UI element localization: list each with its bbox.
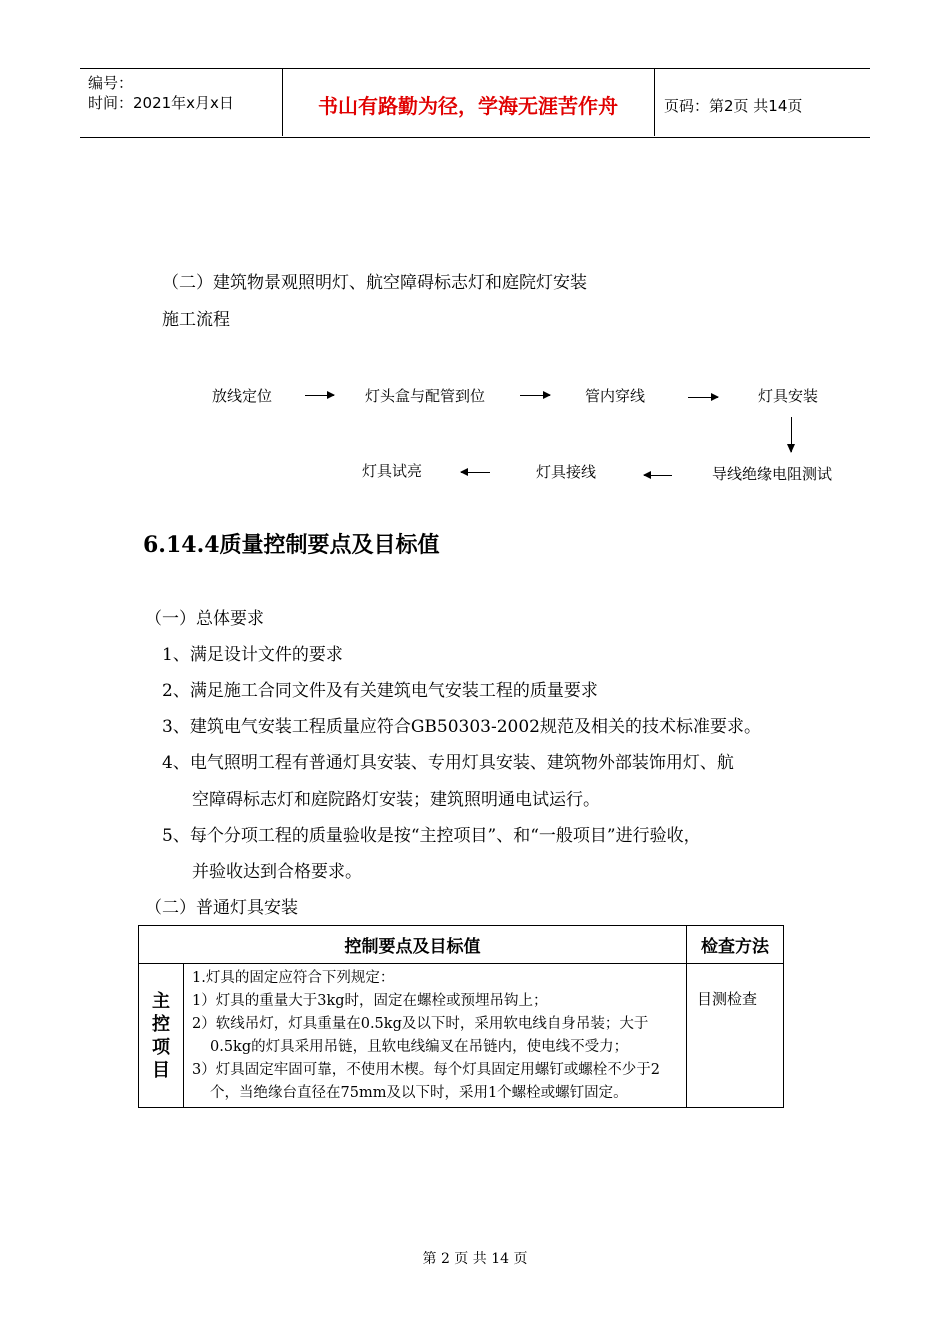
flow-step: 灯头盒与配管到位: [365, 387, 486, 405]
general-item: 4、电气照明工程有普通灯具安装、专用灯具安装、建筑物外部装饰用灯、航: [162, 753, 734, 773]
header-motto: 书山有路勤为径，学海无涯苦作舟: [318, 94, 618, 118]
general-item: 3、建筑电气安装工程质量应符合GB50303-2002规范及相关的技术标准要求。: [162, 717, 761, 737]
section-ii-title: （二）建筑物景观照明灯、航空障碍标志灯和庭院灯安装: [162, 273, 587, 293]
table-row: [139, 964, 784, 1108]
general-item-continuation: 并验收达到合格要求。: [192, 862, 362, 882]
category-char: 主: [152, 990, 170, 1012]
content-cell: [184, 964, 687, 1108]
method-cell: 目测检查: [687, 964, 784, 1108]
flow-step: 灯具试亮: [362, 462, 423, 480]
flow-arrow-left: [644, 475, 672, 476]
general-title: （一）总体要求: [145, 609, 264, 629]
flow-arrow-right: [520, 395, 550, 396]
content-line: 1.灯具的固定应符合下列规定：: [192, 970, 395, 986]
category-cell: [139, 964, 184, 1108]
category-char: 目: [152, 1059, 170, 1081]
flow-arrow-left: [461, 472, 490, 473]
header-control: 控制要点及目标值: [139, 926, 687, 964]
content-line: 2）软线吊灯，灯具重量在0.5kg及以下时，采用软电线自身吊装；大于0.5kg的灯具采用吊链，且软电线编叉在吊链内，使电线不受力；: [192, 1016, 649, 1055]
header-divider: [654, 68, 655, 136]
general-item: 1、满足设计文件的要求: [162, 645, 343, 665]
flow-step: 导线绝缘电阻测试: [712, 465, 833, 483]
content-line: 3）灯具固定牢固可靠，不使用木楔。每个灯具固定用螺钉或螺栓不少于2个，当绝缘台直径在75mm及以下时，采用1个螺栓或螺钉固定。: [192, 1062, 660, 1101]
flow-step: 灯具接线: [536, 463, 597, 481]
category-char: 项: [152, 1036, 170, 1058]
general-item: 5、每个分项工程的质量验收是按“主控项目”、和“一般项目”进行验收，: [162, 826, 701, 846]
ordinary-title: （二）普通灯具安装: [145, 898, 298, 918]
page-footer: 第 2 页 共 14 页: [422, 1251, 528, 1267]
general-item-continuation: 空障碍标志灯和庭院路灯安装；建筑照明通电试运行。: [192, 790, 600, 810]
content-line: 1）灯具的重量大于3kg时，固定在螺栓或预埋吊钩上；: [192, 993, 548, 1009]
flow-arrow-right: [305, 395, 334, 396]
header-time-label: 时间：2021年x月x日: [88, 94, 234, 112]
header-method: 检查方法: [687, 926, 784, 964]
flow-step: 放线定位: [212, 387, 273, 405]
section-heading: 6.14.4质量控制要点及目标值: [143, 532, 440, 558]
header-serial-label: 编号：: [88, 74, 134, 92]
flow-arrow-right: [688, 397, 718, 398]
flow-step: 灯具安装: [758, 387, 819, 405]
general-item: 2、满足施工合同文件及有关建筑电气安装工程的质量要求: [162, 681, 598, 701]
flow-arrow-down: [791, 417, 792, 452]
table-header-row: [139, 926, 784, 964]
category-char: 控: [152, 1013, 170, 1035]
flow-step: 管内穿线: [585, 387, 646, 405]
flow-title: 施工流程: [162, 310, 230, 330]
quality-table: [138, 925, 784, 1108]
header-page-label: 页码：第2页 共14页: [664, 97, 803, 115]
